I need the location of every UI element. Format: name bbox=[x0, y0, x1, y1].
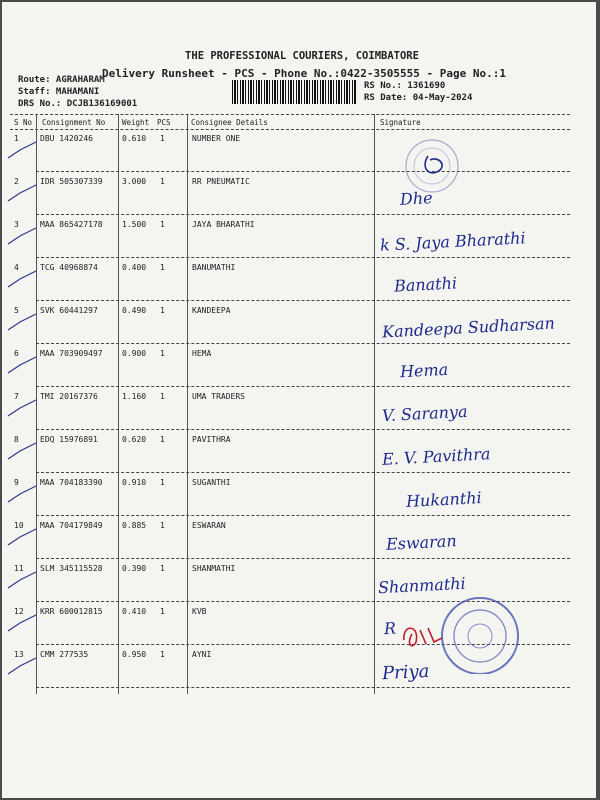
barcode bbox=[232, 80, 357, 104]
row-weight: 0.900 bbox=[122, 349, 147, 358]
header-top-rule bbox=[10, 114, 570, 115]
row-pcs: 1 bbox=[160, 650, 165, 659]
company-title: THE PROFESSIONAL COURIERS, COIMBATORE bbox=[185, 50, 419, 62]
header-consignment: Consignment No bbox=[42, 118, 106, 127]
rs-number: RS No.: 1361690 bbox=[364, 81, 446, 91]
tick-mark-icon bbox=[6, 656, 42, 680]
header-sno: S No bbox=[14, 118, 33, 127]
column-divider bbox=[118, 114, 119, 694]
row-pcs: 1 bbox=[160, 607, 165, 616]
row-sno: 4 bbox=[14, 263, 19, 272]
row-separator bbox=[36, 214, 570, 215]
tick-mark-icon bbox=[6, 398, 42, 422]
row-sno: 13 bbox=[14, 650, 24, 659]
row-weight: 3.000 bbox=[122, 177, 147, 186]
row-consignee: SUGANTHI bbox=[192, 478, 231, 487]
header-signature: Signature bbox=[380, 118, 421, 127]
row-weight: 0.410 bbox=[122, 607, 147, 616]
row-signature: Shanmathi bbox=[377, 573, 467, 598]
row-consignee: HEMA bbox=[192, 349, 212, 358]
row-signature: R bbox=[383, 618, 397, 639]
row-pcs: 1 bbox=[160, 177, 165, 186]
row-weight: 1.500 bbox=[122, 220, 147, 229]
row-pcs: 1 bbox=[160, 521, 165, 530]
row-signature: E. V. Pavithra bbox=[381, 444, 491, 469]
row-pcs: 1 bbox=[160, 392, 165, 401]
row-pcs: 1 bbox=[160, 220, 165, 229]
row-sno: 9 bbox=[14, 478, 19, 487]
row-weight: 1.160 bbox=[122, 392, 147, 401]
row-consignee: SHANMATHI bbox=[192, 564, 236, 573]
tick-mark-icon bbox=[6, 527, 42, 551]
header-bottom-rule bbox=[10, 129, 570, 130]
row-signature: Hukanthi bbox=[405, 488, 483, 511]
row-sno: 8 bbox=[14, 435, 19, 444]
row-consignment-no: SLM 345115528 bbox=[40, 564, 103, 573]
tick-mark-icon bbox=[6, 312, 42, 336]
row-pcs: 1 bbox=[160, 349, 165, 358]
tick-mark-icon bbox=[6, 484, 42, 508]
row-weight: 0.390 bbox=[122, 564, 147, 573]
row-signature: Priya bbox=[381, 660, 430, 685]
row-signature: Banathi bbox=[393, 273, 458, 296]
row-separator bbox=[36, 472, 570, 473]
row-consignee: ESWARAN bbox=[192, 521, 226, 530]
row-weight: 0.620 bbox=[122, 435, 147, 444]
tick-mark-icon bbox=[6, 269, 42, 293]
row-weight: 0.885 bbox=[122, 521, 147, 530]
row-separator bbox=[36, 343, 570, 344]
row-sno: 3 bbox=[14, 220, 19, 229]
row-sno: 1 bbox=[14, 134, 19, 143]
row-signature: Dhe bbox=[399, 188, 434, 209]
drs-number: DRS No.: DCJB136169001 bbox=[18, 99, 138, 109]
row-separator bbox=[36, 171, 570, 172]
row-consignee: BANUMATHI bbox=[192, 263, 236, 272]
row-pcs: 1 bbox=[160, 478, 165, 487]
stamp-seal bbox=[400, 134, 470, 204]
row-sno: 7 bbox=[14, 392, 19, 401]
tick-mark-icon bbox=[6, 226, 42, 250]
row-consignee: PAVITHRA bbox=[192, 435, 231, 444]
row-pcs: 1 bbox=[160, 134, 165, 143]
row-consignee: UMA TRADERS bbox=[192, 392, 245, 401]
rs-date: RS Date: 04-May-2024 bbox=[364, 93, 473, 103]
row-signature: k S. Jaya Bharathi bbox=[379, 228, 527, 255]
row-signature: Eswaran bbox=[385, 531, 458, 554]
column-divider bbox=[374, 114, 375, 694]
row-sno: 2 bbox=[14, 177, 19, 186]
row-consignee: JAYA BHARATHI bbox=[192, 220, 255, 229]
row-weight: 0.400 bbox=[122, 263, 147, 272]
row-separator bbox=[36, 429, 570, 430]
row-weight: 0.490 bbox=[122, 306, 147, 315]
row-pcs: 1 bbox=[160, 564, 165, 573]
header-pcs: PCS bbox=[157, 118, 171, 127]
row-consignment-no: TMI 20167376 bbox=[40, 392, 98, 401]
tick-mark-icon bbox=[6, 441, 42, 465]
row-consignment-no: EDQ 15976891 bbox=[40, 435, 98, 444]
header-weight: Weight bbox=[122, 118, 150, 127]
row-separator bbox=[36, 300, 570, 301]
row-consignment-no: CMM 277535 bbox=[40, 650, 89, 659]
row-separator bbox=[36, 386, 570, 387]
row-consignee: KANDEEPA bbox=[192, 306, 231, 315]
row-separator bbox=[36, 687, 570, 688]
row-separator bbox=[36, 558, 570, 559]
row-consignment-no: MAA 703909497 bbox=[40, 349, 103, 358]
row-sno: 11 bbox=[14, 564, 24, 573]
row-signature: V. Saranya bbox=[381, 401, 468, 426]
row-consignment-no: KRR 600012815 bbox=[40, 607, 103, 616]
row-pcs: 1 bbox=[160, 306, 165, 315]
row-consignment-no: SVK 60441297 bbox=[40, 306, 98, 315]
row-weight: 0.950 bbox=[122, 650, 147, 659]
tick-mark-icon bbox=[6, 140, 42, 164]
row-pcs: 1 bbox=[160, 263, 165, 272]
row-consignment-no: MAA 704183390 bbox=[40, 478, 103, 487]
row-consignee: AYNI bbox=[192, 650, 212, 659]
row-pcs: 1 bbox=[160, 435, 165, 444]
row-consignee: KVB bbox=[192, 607, 207, 616]
tick-mark-icon bbox=[6, 613, 42, 637]
row-weight: 0.910 bbox=[122, 478, 147, 487]
row-signature: Kandeepa Sudharsan bbox=[381, 313, 556, 342]
header-details: Consignee Details bbox=[191, 118, 268, 127]
stamp-seal bbox=[398, 620, 448, 654]
row-consignee: NUMBER ONE bbox=[192, 134, 241, 143]
row-consignment-no: DBU 1420246 bbox=[40, 134, 93, 143]
row-sno: 6 bbox=[14, 349, 19, 358]
row-sno: 10 bbox=[14, 521, 24, 530]
column-divider bbox=[187, 114, 188, 694]
tick-mark-icon bbox=[6, 183, 42, 207]
row-consignment-no: MAA 865427178 bbox=[40, 220, 103, 229]
row-signature: Hema bbox=[399, 359, 449, 382]
row-sno: 12 bbox=[14, 607, 24, 616]
tick-mark-icon bbox=[6, 570, 42, 594]
runsheet-page bbox=[2, 2, 596, 798]
runsheet-subtitle: Delivery Runsheet - PCS - Phone No.:0422-3505555 - Page No.:1 bbox=[102, 67, 506, 80]
row-consignment-no: IDR 505307339 bbox=[40, 177, 103, 186]
row-consignment-no: MAA 704179849 bbox=[40, 521, 103, 530]
row-sno: 5 bbox=[14, 306, 19, 315]
row-consignee: RR PNEUMATIC bbox=[192, 177, 250, 186]
staff-label: Staff: MAHAMANI bbox=[18, 87, 100, 97]
row-weight: 0.610 bbox=[122, 134, 147, 143]
row-separator bbox=[36, 515, 570, 516]
route-label: Route: AGRAHARAM bbox=[18, 75, 105, 85]
row-separator bbox=[36, 257, 570, 258]
tick-mark-icon bbox=[6, 355, 42, 379]
row-consignment-no: TCG 40968874 bbox=[40, 263, 98, 272]
